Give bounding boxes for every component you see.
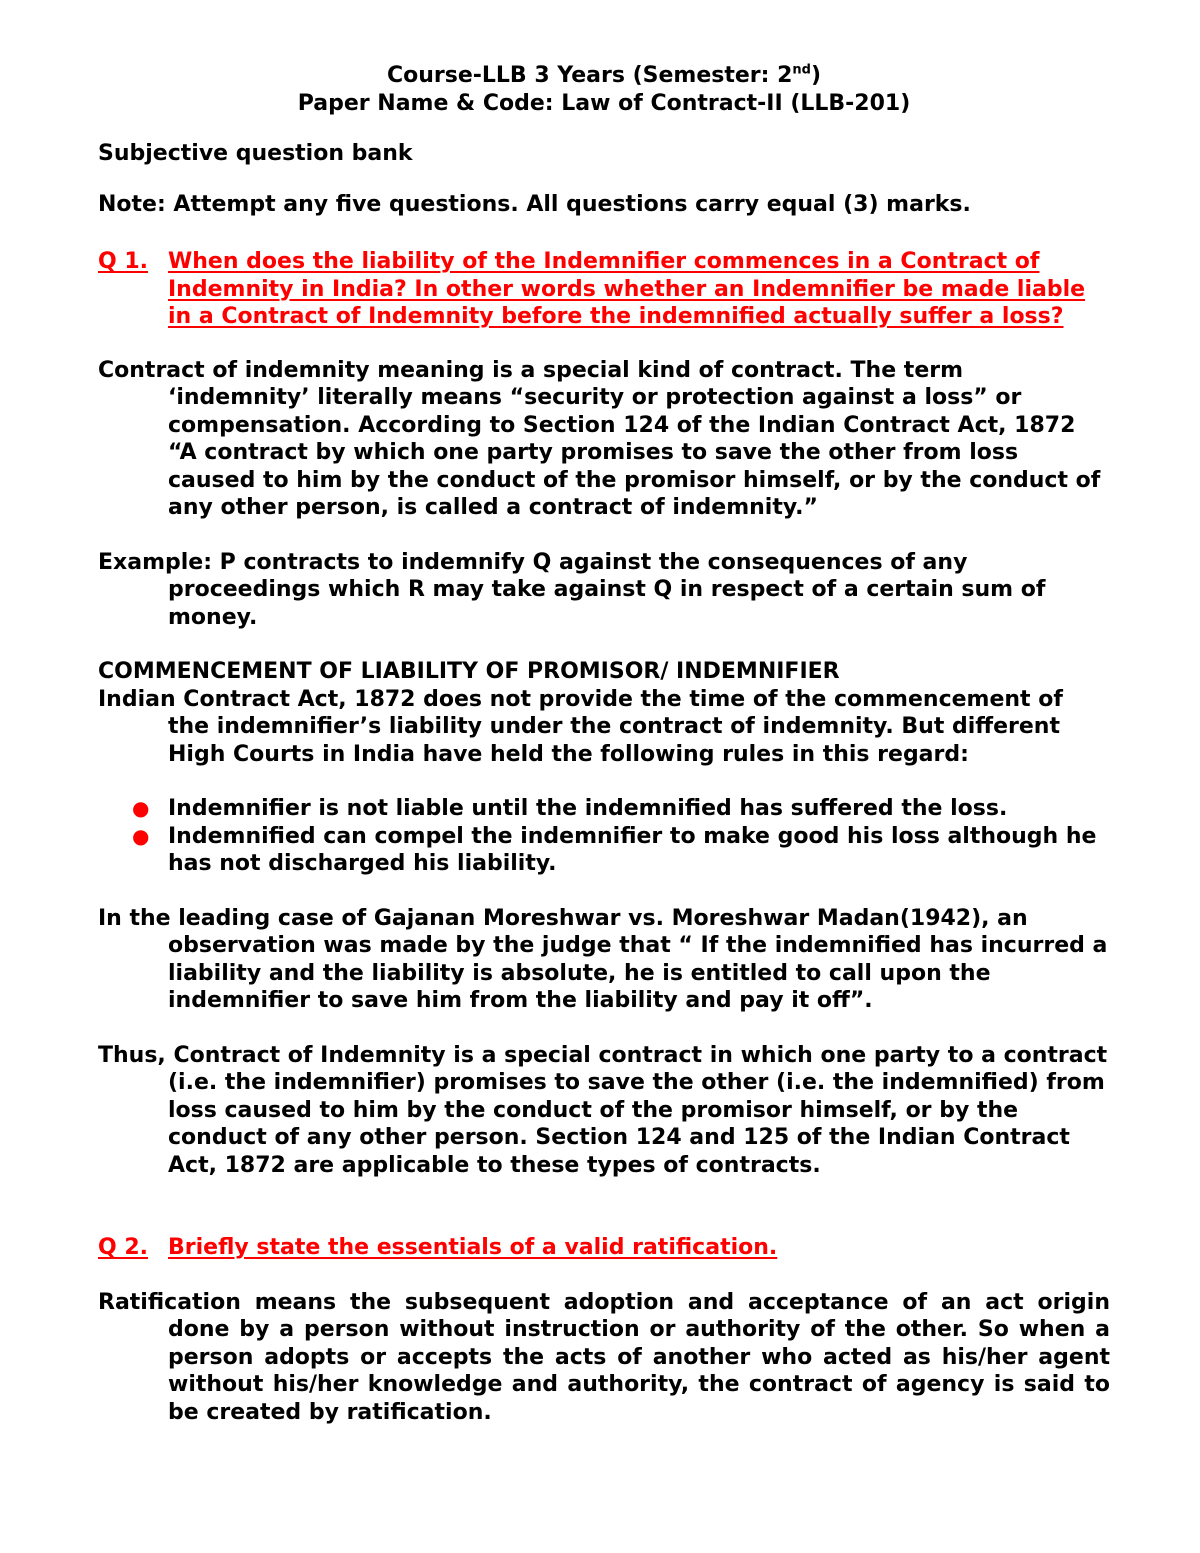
bullet-icon: ● xyxy=(132,796,150,820)
q1-commencement-paragraph: Indian Contract Act, 1872 does not provide the time of the commencement of the indemnifier’s liability under the contract of indemnity. But different High Courts in India have held the following rules in this regard: xyxy=(98,686,1063,767)
q1-definition-paragraph: Contract of indemnity meaning is a special kind of contract. The term ‘indemnity’ literally means “security or protection against a loss” or compensation. According to Section 124 of the Indian Contract Act, 1872 “A contract by which one party promises to save the other from loss caused to him by the conduct of the promisor himself, or by the conduct of any other person, is called a contract of indemnity.” xyxy=(98,357,1101,520)
question-number: Q 2. xyxy=(98,1235,149,1260)
list-item: ● Indemnifier is not liable until the indemnified has suffered the loss. xyxy=(98,795,1110,823)
q1-section-heading: COMMENCEMENT OF LIABILITY OF PROMISOR/ INDEMNIFIER xyxy=(98,659,840,684)
course-line: Course-LLB 3 Years (Semester: 2nd) xyxy=(386,62,822,88)
bullet-icon: ● xyxy=(132,823,150,848)
ordinal-superscript: nd xyxy=(792,62,811,78)
q2-ratification-paragraph: Ratification means the subsequent adoption and acceptance of an act origin done by a person without instruction or authority of the other. So when a person adopts or accepts the acts of another who acted as his/her agent without his/her knowledge and authority, the contract of agency is said to be created by ratification. xyxy=(98,1289,1110,1425)
document-header xyxy=(98,62,1110,117)
list-item: ● Indemnified can compel the indemnifier to make good his loss although he has not discharged his liability. xyxy=(98,823,1110,878)
question-text: Briefly state the essentials of a valid ratification. xyxy=(168,1235,778,1260)
subtitle: Subjective question bank xyxy=(98,141,413,166)
paper-name-line: Paper Name & Code: Law of Contract-II (LLB-201) xyxy=(297,90,911,116)
rules-list xyxy=(98,795,1110,878)
q1-conclusion-paragraph: Thus, Contract of Indemnity is a special contract in which one party to a contract (i.e. the indemnifier) promises to save the other (i.e. the indemnified) from loss caused to him by the conduct of the promisor himself, or by the conduct of any other person. Section 124 and 125 of the Indian Contract Act, 1872 are applicable to these types of contracts. xyxy=(98,1042,1108,1178)
note: Note: Attempt any five questions. All questions carry equal (3) marks. xyxy=(98,191,971,217)
q1-example-paragraph: Example: P contracts to indemnify Q against the consequences of any proceedings which R may take against Q in respect of a certain sum of money. xyxy=(98,549,1046,630)
question-number: Q 1. xyxy=(98,249,149,274)
question-2 xyxy=(98,1234,1110,1262)
question-1 xyxy=(98,248,1110,331)
question-text: When does the liability of the Indemnifier commences in a Contract of Indemnity in India? In other words whether an Indemnifier be made liable in a Contract of Indemnity before the indemnified actually suffer a loss? xyxy=(168,249,1086,329)
q1-case-paragraph: In the leading case of Gajanan Moreshwar vs. Moreshwar Madan(1942), an observation was made by the judge that “ If the indemnified has incurred a liability and the liability is absolute, he is entitled to call upon the indemnifier to save him from the liability and pay it off”. xyxy=(98,905,1108,1013)
